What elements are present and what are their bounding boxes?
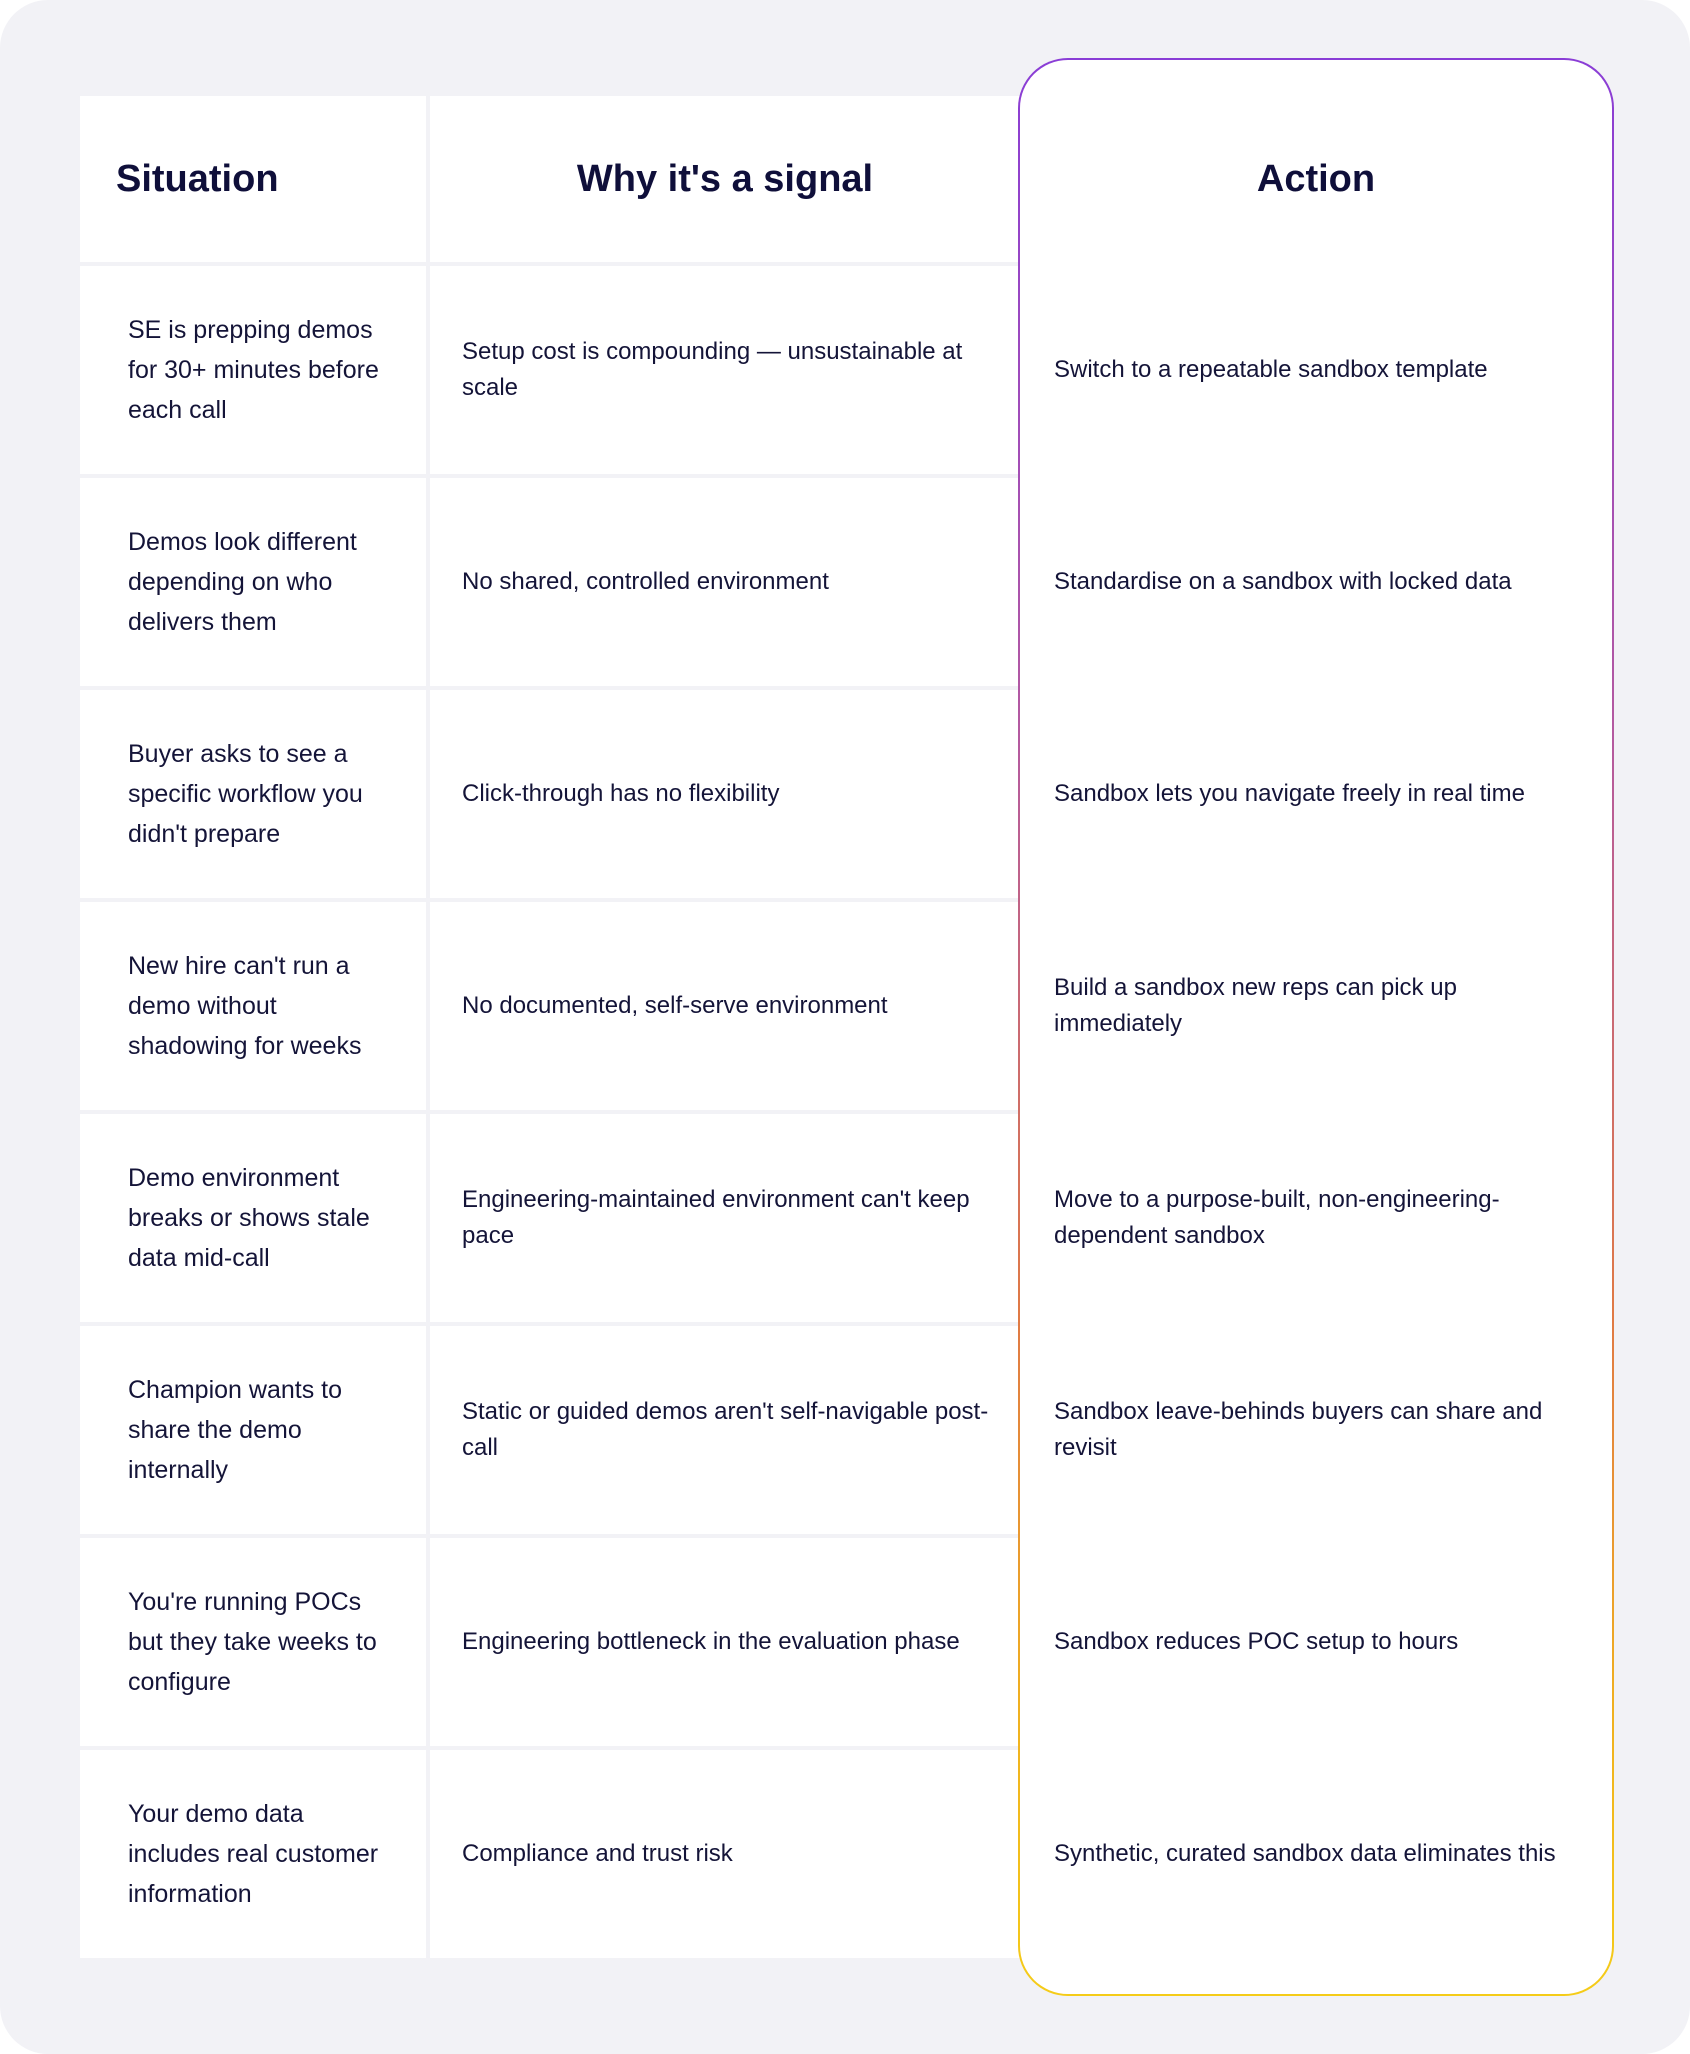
why-cell: No shared, controlled environment xyxy=(430,478,1020,686)
action-cell: Sandbox reduces POC setup to hours xyxy=(1054,1628,1459,1655)
situation-cell: Buyer asks to see a specific workflow you didn't prepare xyxy=(80,690,426,898)
action-cell: Move to a purpose-built, non-engineering-dependent sandbox xyxy=(1054,1186,1500,1249)
action-cell: Synthetic, curated sandbox data eliminates this xyxy=(1054,1840,1556,1867)
situation-cell: Champion wants to share the demo internally xyxy=(80,1326,426,1534)
situation-cell: New hire can't run a demo without shadowing for weeks xyxy=(80,902,426,1110)
action-header-label: Action xyxy=(1256,157,1376,200)
why-cell: No documented, self-serve environment xyxy=(430,902,1020,1110)
situation-cell: Demo environment breaks or shows stale data mid-call xyxy=(80,1114,426,1322)
why-cell: Compliance and trust risk xyxy=(430,1750,1020,1958)
situation-cell: You're running POCs but they take weeks to configure xyxy=(80,1538,426,1746)
why-cell: Engineering bottleneck in the evaluation phase xyxy=(430,1538,1020,1746)
situation-cell: SE is prepping demos for 30+ minutes before each call xyxy=(80,266,426,474)
why-cell: Static or guided demos aren't self-navigable post-call xyxy=(430,1326,1020,1534)
action-cell: Switch to a repeatable sandbox template xyxy=(1054,356,1488,383)
why-cell: Click-through has no flexibility xyxy=(430,690,1020,898)
action-cell: Sandbox lets you navigate freely in real time xyxy=(1054,780,1525,807)
why-cell: Setup cost is compounding — unsustainable at scale xyxy=(430,266,1020,474)
why-header xyxy=(430,96,1020,262)
action-header xyxy=(1020,96,1612,262)
action-cell: Build a sandbox new reps can pick up immediately xyxy=(1054,974,1457,1037)
why-header-label: Why it's a signal xyxy=(576,157,874,200)
why-cell: Engineering-maintained environment can't keep pace xyxy=(430,1114,1020,1322)
action-cell: Sandbox leave-behinds buyers can share and revisit xyxy=(1054,1398,1543,1461)
action-column xyxy=(1020,60,1612,1994)
situation-cell: Your demo data includes real customer information xyxy=(80,1750,426,1958)
situation-header-label: Situation xyxy=(116,157,279,200)
situation-cell: Demos look different depending on who delivers them xyxy=(80,478,426,686)
situation-header xyxy=(80,96,426,262)
action-cell: Standardise on a sandbox with locked data xyxy=(1054,568,1512,595)
